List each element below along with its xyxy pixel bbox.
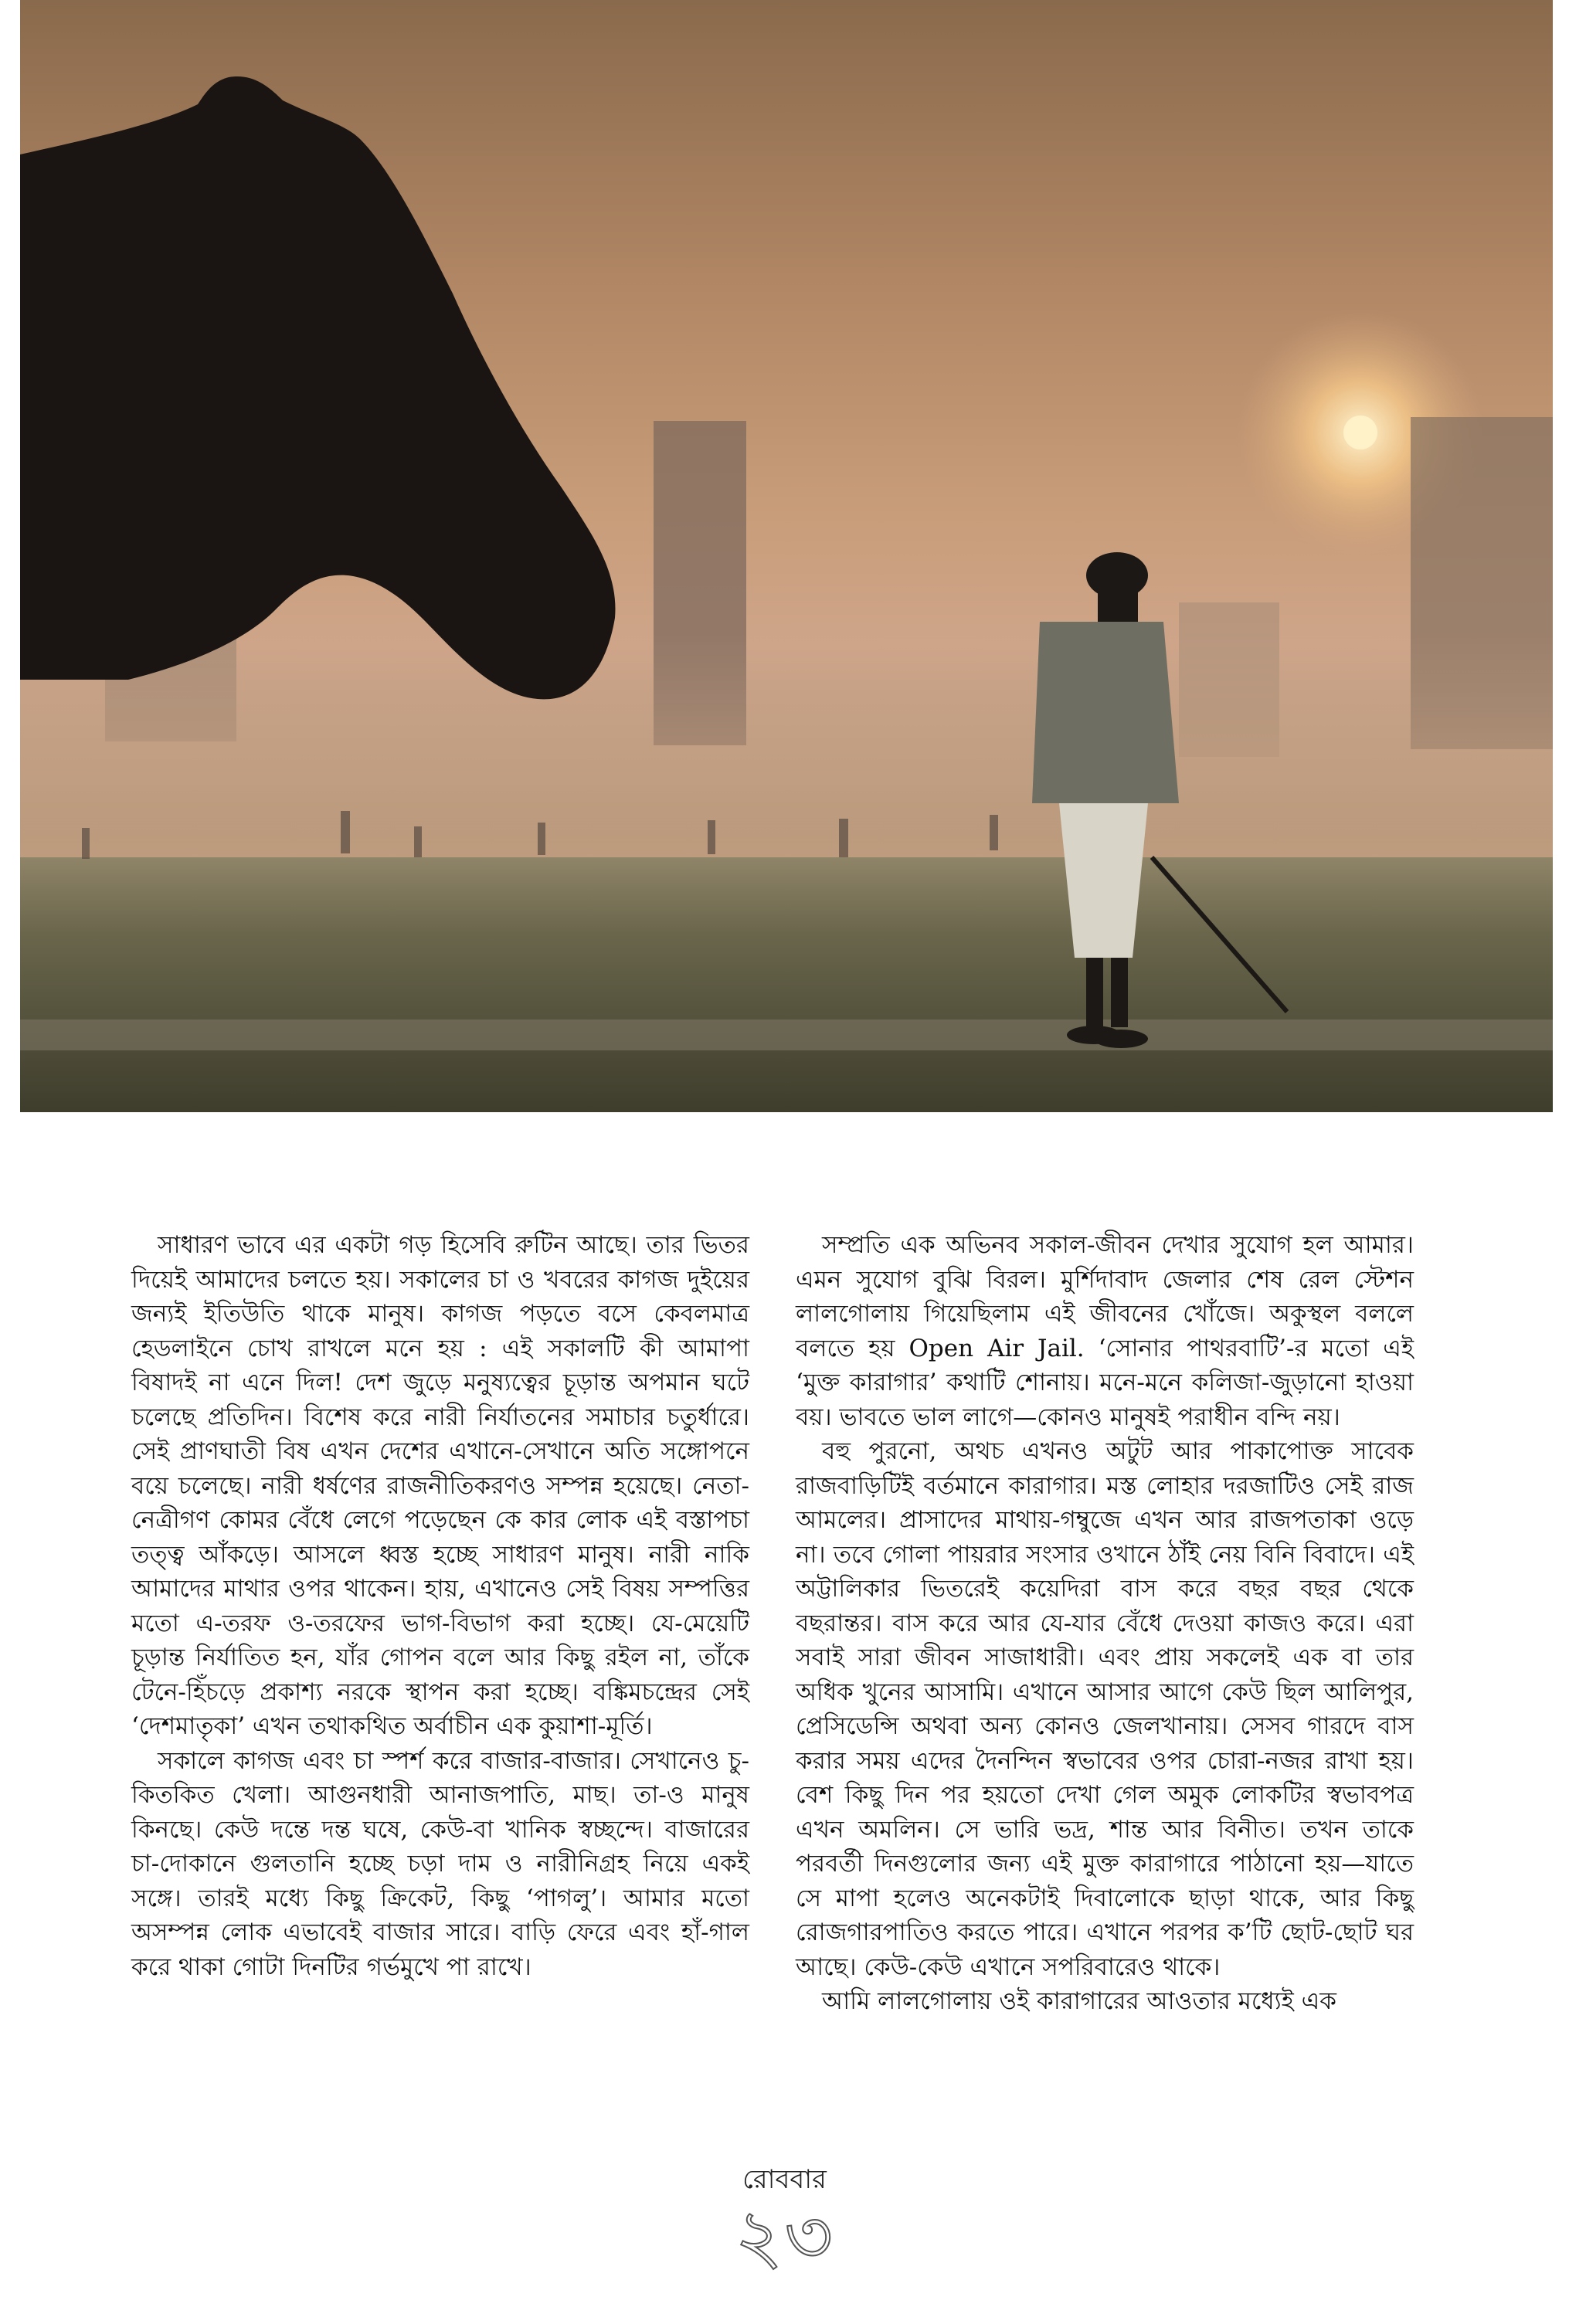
page-number: ২৩ (735, 2193, 834, 2280)
paragraph: সকালে কাগজ এবং চা স্পর্শ করে বাজার-বাজার। সেখানেও চু-কিতকিত খেলা। আগুনধারী আনাজপাতি, মাছ। তা-ও মানুষ কিনছে। কেউ দন্তে দন্ত ঘষে, কেউ-বা খানিক স্বচ্ছন্দে। বাজারের চা-দোকানে গুলতানি হচ্ছে চড়া দাম ও নারীনিগ্রহ নিয়ে একই সঙ্গে। তারই মধ্যে কিছু ক্রিকেট, কিছু ‘পাগলু’। আমার মতো অসম্পন্ন লোক এভাবেই বাজার সারে। বাড়ি ফেরে এবং হাঁ-গাল করে থাকা গোটা দিনটির গর্ভমুখে পা রাখে। (131, 1746, 749, 1981)
magazine-name: রোববার (742, 2164, 827, 2195)
cover-photo (20, 0, 1553, 1112)
paragraph: সম্প্রতি এক অভিনব সকাল-জীবন দেখার সুযোগ হল আমার। এমন সুযোগ বুঝি বিরল। মুর্শিদাবাদ জেলার শেষ রেল স্টেশন লালগোলায় গিয়েছিলাম এই জীবনের খোঁজে। অকুস্থল বললে বলতে হয় Open Air Jail. ‘সোনার পাথরবাটি’-র মতো এই ‘মুক্ত কারাগার’ কথাটি শোনায়। মনে-মনে কলিজা-জুড়ানো হাওয়া বয়। ভাবতে ভাল লাগে—কোনও মানুষই পরাধীন বন্দি নয়। (796, 1231, 1414, 1431)
paragraph: আমি লালগোলায় ওই কারাগারের আওতার মধ্যেই এক (822, 1987, 1336, 2015)
horse-and-man-foggy-field-photo-icon (20, 0, 1553, 1112)
paragraph: সাধারণ ভাবে এর একটা গড় হিসেবি রুটিন আছে। তার ভিতর দিয়েই আমাদের চলতে হয়। সকালের চা ও খবরের কাগজ দুইয়ের জন্যই ইতিউতি থাকে মানুষ। কাগজ পড়তে বসে কেবলমাত্র হেডলাইনে চোখ রাখলে মনে হয় : এই সকালটি কী আমাপা বিষাদই না এনে দিল! দেশ জুড়ে মনুষ্যত্বের চূড়ান্ত অপমান ঘটে চলেছে প্রতিদিন। বিশেষ করে নারী নির্যাতনের সমাচার চতুর্ধারে। সেই প্রাণঘাতী বিষ এখন দেশের এখানে-সেখানে অতি সঙ্গোপনে বয়ে চলেছে। নারী ধর্ষণের রাজনীতিকরণও সম্পন্ন হয়েছে। নেতা-নেত্রীগণ কোমর বেঁধে লেগে পড়েছেন কে কার লোক এই বস্তাপচা তত্ত্ব আঁকড়ে। আসলে ধ্বস্ত হচ্ছে সাধারণ মানুষ। নারী নাকি আমাদের মাথার ওপর থাকেন। হায়, এখানেও সেই বিষয় সম্পত্তির মতো এ-তরফ ও-তরফের ভাগ-বিভাগ করা হচ্ছে। যে-মেয়েটি চূড়ান্ত নির্যাতিত হন, যাঁর গোপন বলে আর কিছু রইল না, তাঁকে টেনে-হিঁচড়ে প্রকাশ্য নরকে স্থাপন করা হচ্ছে। বঙ্কিমচন্দ্রের সেই ‘দেশমাতৃকা’ এখন তথাকথিত অর্বাচীন এক কুয়াশা-মূর্তি। (131, 1231, 749, 1740)
article-body (131, 1228, 1445, 2101)
article-column-right (796, 1228, 1414, 2019)
article-column-left (131, 1228, 749, 1984)
paragraph: বহু পুরনো, অথচ এখনও অটুট আর পাকাপোক্ত সাবেক রাজবাড়িটিই বর্তমানে কারাগার। মস্ত লোহার দরজাটিও সেই রাজ আমলের। প্রাসাদের মাথায়-গম্বুজে এখন আর রাজপতাকা ওড়ে না। তবে গোলা পায়রার সংসার ওখানে ঠাঁই নেয় বিনি বিবাদে। এই অট্টালিকার ভিতরেই কয়েদিরা বাস করে বছর বছর থেকে বছরান্তর। বাস করে আর যে-যার বেঁধে দেওয়া কাজও করে। এরা সবাই সারা জীবন সাজাধারী। এবং প্রায় সকলেই এক বা তার অধিক খুনের আসামি। এখানে আসার আগে কেউ ছিল আলিপুর, প্রেসিডেন্সি অথবা অন্য কোনও জেলখানায়। সেসব গারদে বাস করার সময় এদের দৈনন্দিন স্বভাবের ওপর চোরা-নজর রাখা হয়। বেশ কিছু দিন পর হয়তো দেখা গেল অমুক লোকটির স্বভাবপত্র এখন অমলিন। সে ভারি ভদ্র, শান্ত আর বিনীত। তখন তাকে পরবর্তী দিনগুলোর জন্য এই মুক্ত কারাগারে পাঠানো হয়—যাতে সে মাপা হলেও অনেকটাই দিবালোকে ছাড়া থাকে, আর কিছু রোজগারপাতিও করতে পারে। এখানে পরপর ক’টি ছোট-ছোট ঘর আছে। কেউ-কেউ এখানে সপরিবারেও থাকে। (796, 1437, 1414, 1981)
